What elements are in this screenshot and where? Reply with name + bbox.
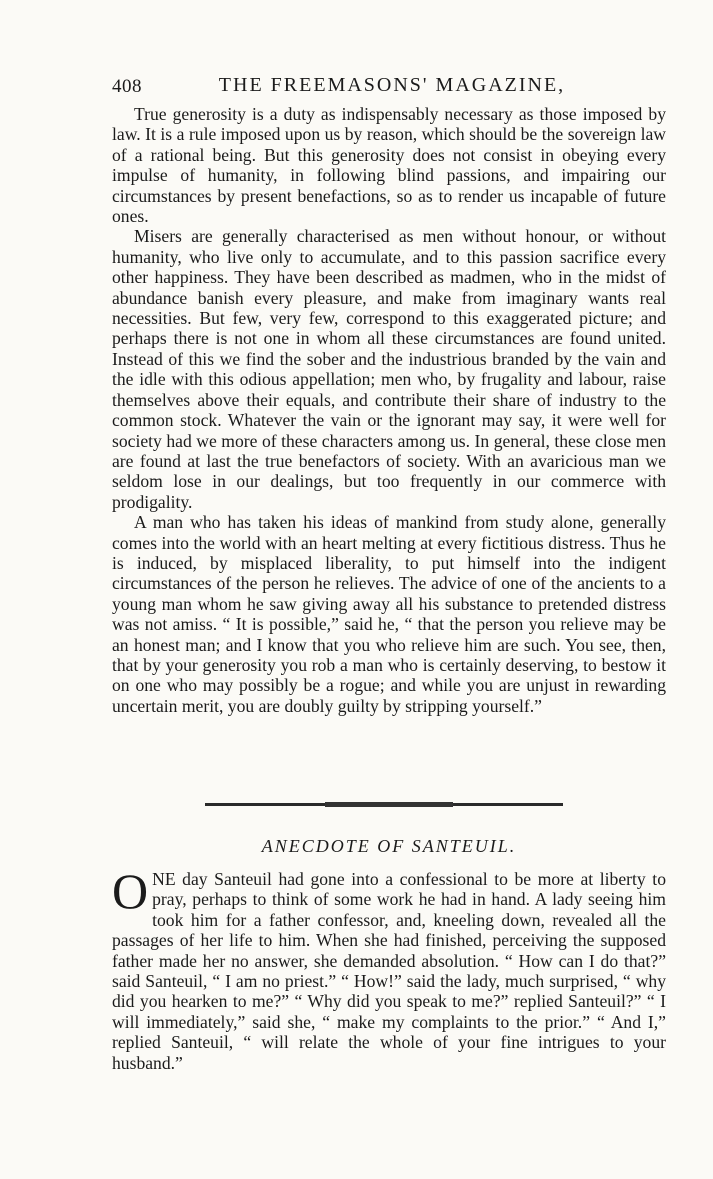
essay-paragraph-1: True generosity is a duty as indispensably necessary as those imposed by law. It is a rule imposed upon us by reason, which should be the sovereign law of a rational being. But this generosity does not consist in obeying every impulse of humanity, in following blind passions, and impairing our circumstances by present benefactions, so as to render us incapable of future ones. (112, 104, 666, 227)
essay-text (112, 104, 666, 716)
anecdote-text (112, 863, 666, 1073)
essay-paragraph-2: Misers are generally characterised as men without honour, or without humanity, who live only to accumulate, and to this passion sacrifice every other happiness. They have been described as madmen, who in the midst of abundance banish every pleasure, and make from imaginary wants real necessities. But few, very few, correspond to this exaggerated picture; and perhaps there is not one in whom all these circumstances are found united. Instead of this we find the sober and the industrious branded by the vain and the idle with this odious appellation; men who, by frugality and labour, raise themselves above their equals, and contribute their share of industry to the common stock. Whatever the vain or the ignorant may say, it were well for society had we more of these characters among us. In general, these close men are found at last the true benefactors of society. With an avaricious man we seldom lose in our dealings, but too frequently in our commerce with prodigality. (112, 226, 666, 512)
page-number: 408 (112, 76, 142, 97)
anecdote-title: ANECDOTE OF SANTEUIL. (261, 836, 517, 856)
drop-cap: O (112, 863, 149, 919)
section-divider (205, 803, 563, 806)
anecdote-paragraph: NE day Santeuil had gone into a confessional to be more at liberty to pray, perhaps to think of some work he had in hand. A lady seeing him took him for a father confessor, and, kneeling down, revealed all the passages of her life to him. When she had finished, perceiving the supposed father made her no answer, she demanded absolution. “ How can I do that?” said Santeuil, “ I am no priest.” “ How!” said the lady, much surprised, “ why did you hearken to me?” “ Why did you speak to me?” replied Santeuil?” “ I will immediately,” said she, “ make my complaints to the prior.” “ And I,” replied Santeuil, “ will relate the whole of your fine intrigues to your husband.” (112, 869, 666, 1073)
running-title: THE FREEMASONS' MAGAZINE, (218, 74, 566, 96)
essay-paragraph-3: A man who has taken his ideas of mankind from study alone, generally comes into the world with an heart melting at every fictitious distress. Thus he is induced, by misplaced liberality, to put himself into the indigent circumstances of the person he relieves. The advice of one of the ancients to a young man whom he saw giving away all his substance to pretended distress was not amiss. “ It is possible,” said he, “ that the person you relieve may be an honest man; and I know that you who relieve him are such. You see, then, that by your generosity you rob a man who is certainly deserving, to bestow it on one who may possibly be a rogue; and while you are unjust in rewarding uncertain merit, you are doubly guilty by stripping yourself.” (112, 512, 666, 716)
page-header (112, 72, 632, 102)
